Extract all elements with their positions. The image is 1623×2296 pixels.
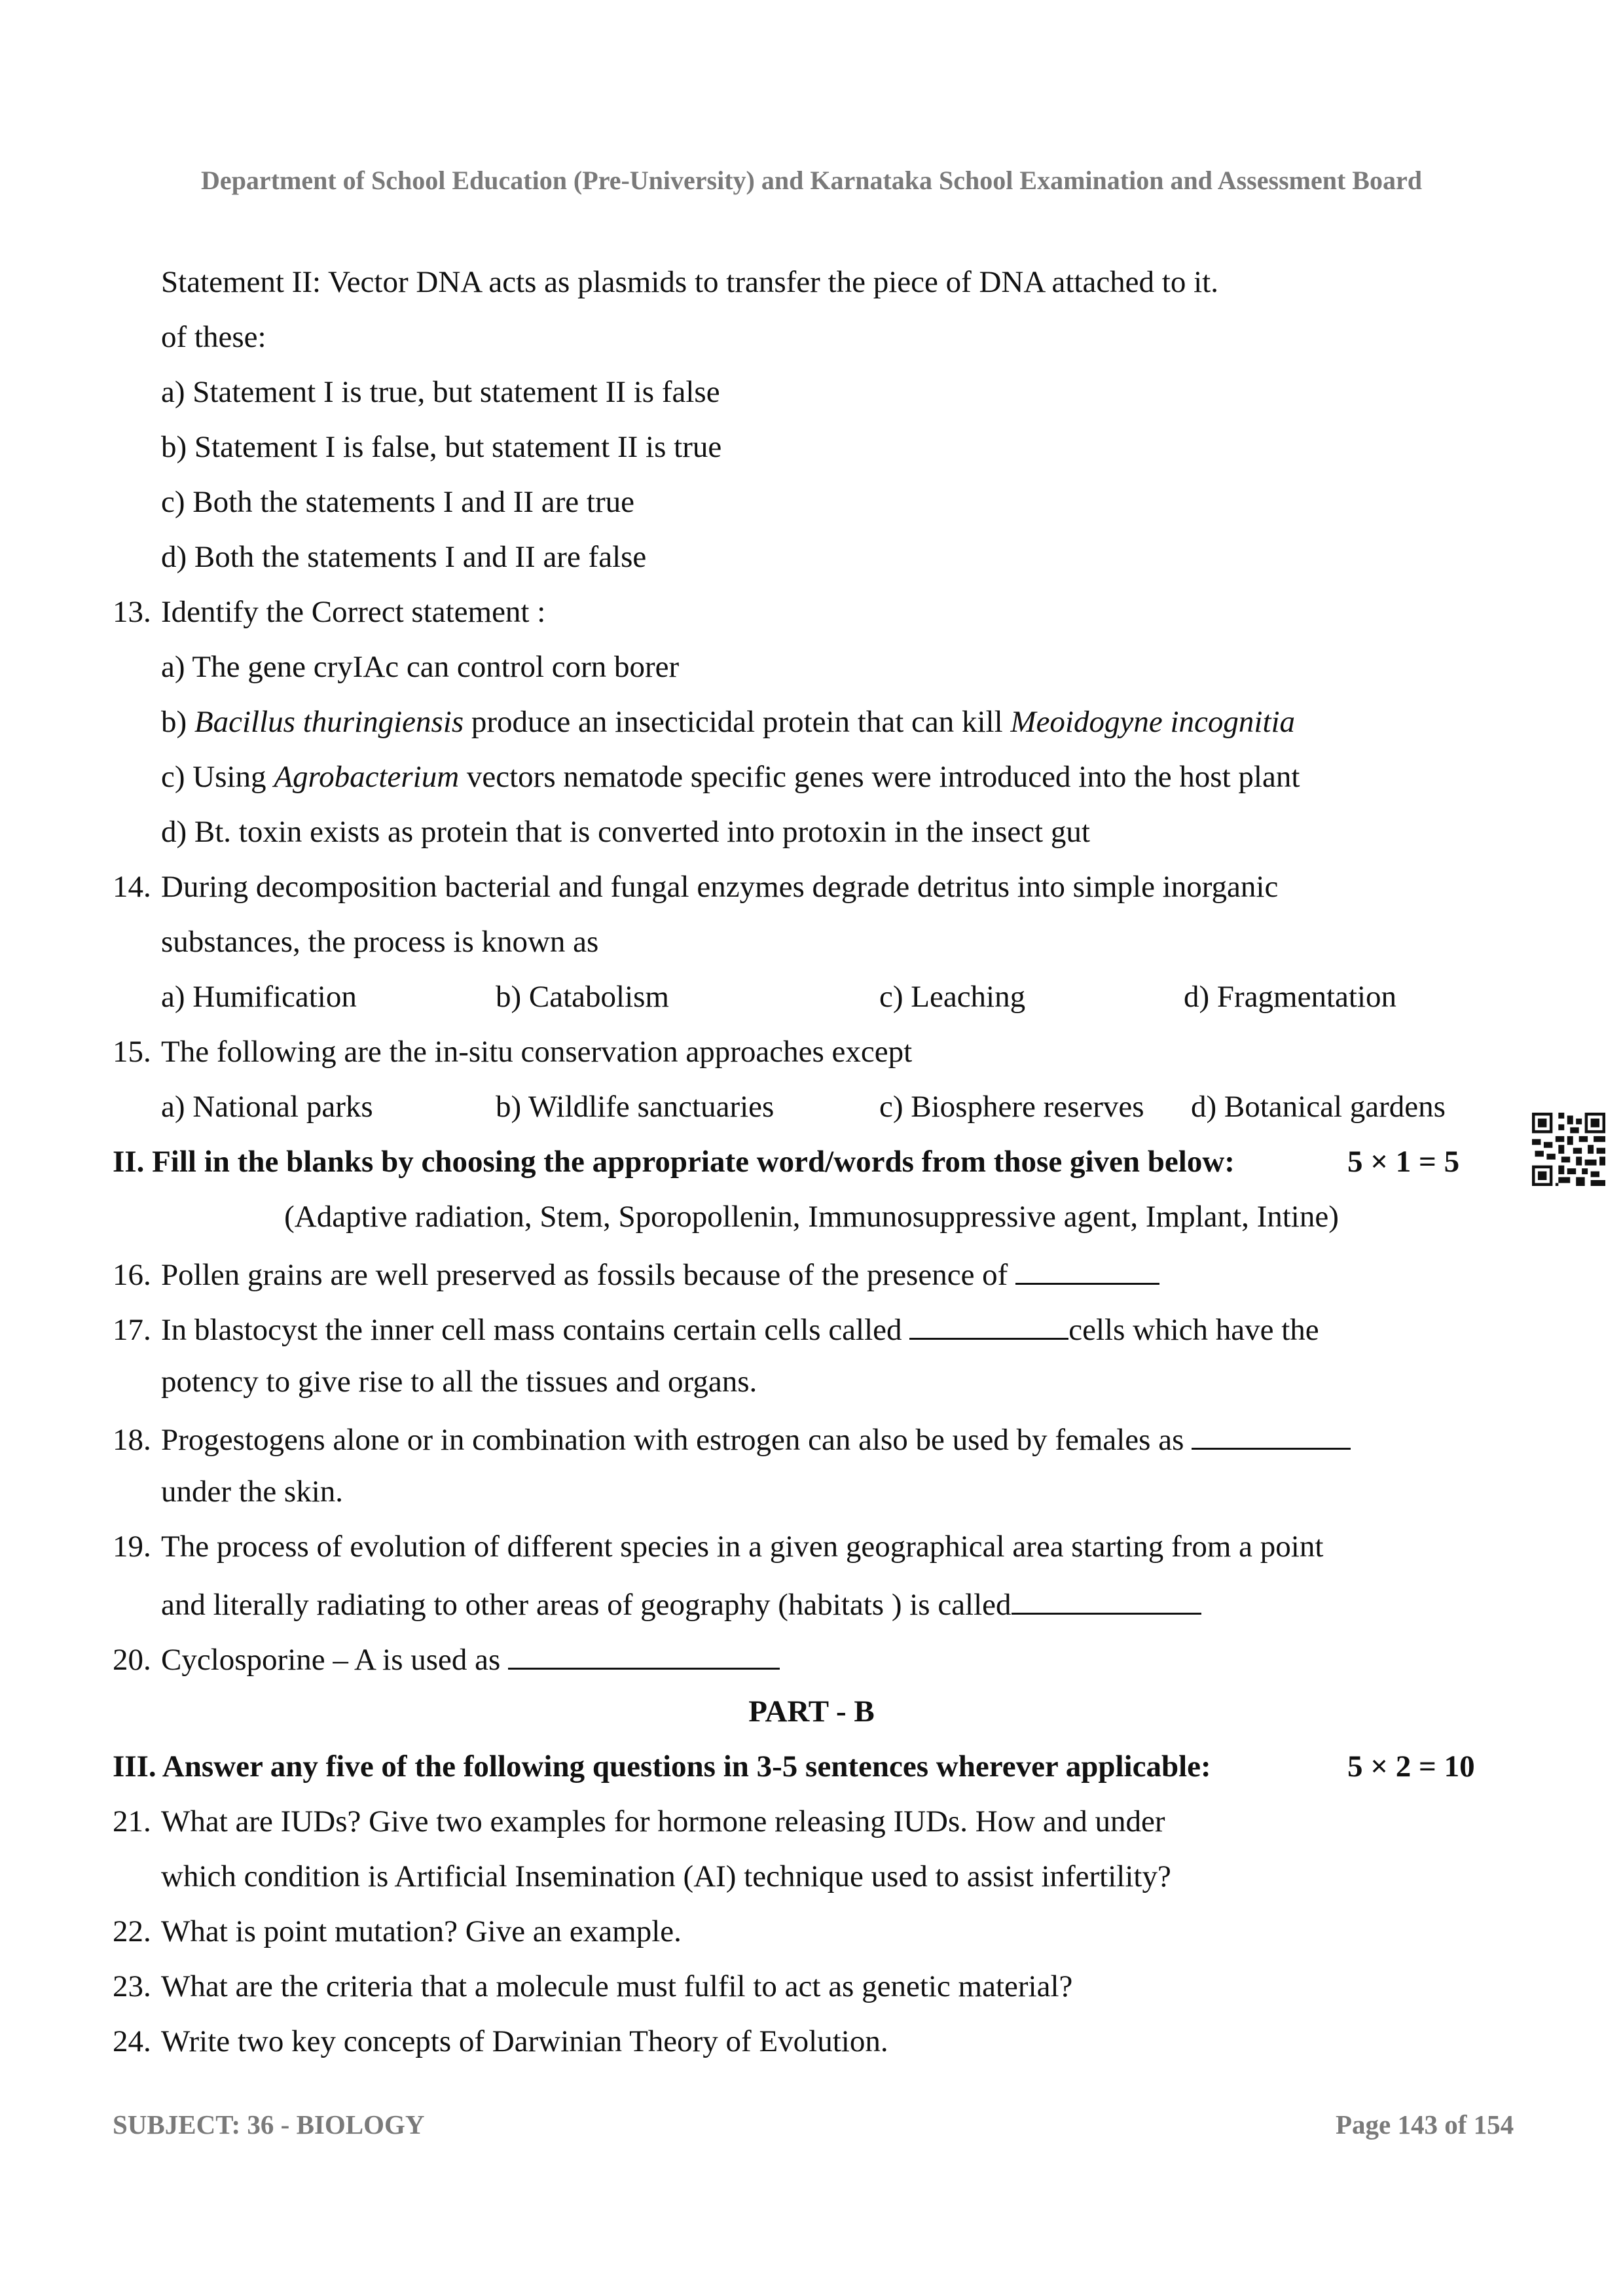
q23 xyxy=(113,1971,1072,2002)
q17-text: In blastocyst the inner cell mass contains certain cells called xyxy=(161,1313,910,1347)
q24-number: 24. xyxy=(113,2024,151,2058)
q13-option-d: d) Bt. toxin exists as protein that is converted into protoxin in the insect gut xyxy=(161,815,1090,849)
q13-b-text: produce an insecticidal protein that can kill xyxy=(464,705,1011,739)
q23-number: 23. xyxy=(113,1969,151,2003)
q13-b-species: Bacillus thuringiensis xyxy=(194,705,464,739)
section-2-heading: II. Fill in the blanks by choosing the appropriate word/words from those given below: xyxy=(113,1145,1235,1179)
q17-number: 17. xyxy=(113,1313,151,1347)
q16-text: Pollen grains are well preserved as fossils because of the presence of xyxy=(161,1258,1016,1292)
q15-option-b: b) Wildlife sanctuaries xyxy=(496,1090,775,1124)
q23-text: What are the criteria that a molecule must fulfil to act as genetic material? xyxy=(161,1969,1073,2003)
q18-blank xyxy=(1192,1422,1351,1450)
part-b-heading: PART - B xyxy=(748,1695,875,1729)
q21 xyxy=(113,1806,1165,1837)
q19 xyxy=(113,1532,1323,1562)
q13-b-nematode: Meoidogyne incognitia xyxy=(1010,705,1296,739)
q22-number: 22. xyxy=(113,1914,151,1948)
q13-c-prefix: c) Using xyxy=(161,760,274,794)
q19-text: The process of evolution of different species in a given geographical area starting from a point xyxy=(161,1530,1324,1564)
qr-code-icon xyxy=(1532,1113,1605,1186)
section-3-heading: III. Answer any five of the following questions in 3-5 sentences wherever applicable: xyxy=(113,1749,1211,1784)
q19-line2 xyxy=(161,1587,1201,1621)
page-header: Department of School Education (Pre-University) and Karnataka School Examination and Assessment Board xyxy=(201,166,1422,195)
q13-c-text: vectors nematode specific genes were introduced into the host plant xyxy=(459,760,1300,794)
q19-text-line2: and literally radiating to other areas of geography (habitats ) is called xyxy=(161,1588,1012,1622)
q14-text-line2: substances, the process is known as xyxy=(161,925,599,959)
q16-blank xyxy=(1015,1257,1159,1285)
q19-blank xyxy=(1012,1587,1201,1615)
q17-text-after: cells which have the xyxy=(1068,1313,1319,1347)
q13-option-a: a) The gene cryIAc can control corn borer xyxy=(161,650,680,684)
q16-number: 16. xyxy=(113,1258,151,1292)
q18-text: Progestogens alone or in combination with estrogen can also be used by females as xyxy=(161,1423,1192,1457)
footer-page-number: Page 143 of 154 xyxy=(1336,2109,1514,2140)
q21-number: 21. xyxy=(113,1804,151,1839)
q13-option-c xyxy=(161,762,1300,793)
q15-text: The following are the in-situ conservation approaches except xyxy=(161,1035,913,1069)
q15-stem xyxy=(113,1037,912,1067)
q12-option-a: a) Statement I is true, but statement II is false xyxy=(161,375,720,409)
q15-option-a: a) National parks xyxy=(161,1090,373,1124)
footer-subject: SUBJECT: 36 - BIOLOGY xyxy=(113,2109,425,2140)
q14-text: During decomposition bacterial and fungal enzymes degrade detritus into simple inorganic xyxy=(161,870,1279,904)
q20-number: 20. xyxy=(113,1643,151,1677)
q17-text-line2: potency to give rise to all the tissues and organs. xyxy=(161,1365,757,1399)
q20-text: Cyclosporine – A is used as xyxy=(161,1643,509,1677)
q15-option-c: c) Biosphere reserves xyxy=(879,1090,1144,1124)
q12-statement2: Statement II: Vector DNA acts as plasmids to transfer the piece of DNA attached to it. xyxy=(161,265,1218,299)
q18-text-line2: under the skin. xyxy=(161,1475,344,1509)
q14-option-b: b) Catabolism xyxy=(496,980,669,1014)
q16 xyxy=(113,1257,1159,1291)
q24 xyxy=(113,2026,888,2057)
q14-option-a: a) Humification xyxy=(161,980,357,1014)
q22 xyxy=(113,1916,682,1947)
q13-number: 13. xyxy=(113,595,151,629)
q20 xyxy=(113,1641,780,1676)
q12-option-b: b) Statement I is false, but statement II is true xyxy=(161,430,722,464)
q17 xyxy=(113,1312,1319,1346)
q12-option-d: d) Both the statements I and II are false xyxy=(161,540,647,574)
q13-b-prefix: b) xyxy=(161,705,194,739)
q13-stem xyxy=(113,597,545,628)
q14-option-d: d) Fragmentation xyxy=(1184,980,1397,1014)
q18 xyxy=(113,1422,1351,1456)
q18-number: 18. xyxy=(113,1423,151,1457)
q20-blank xyxy=(508,1641,780,1670)
q15-option-d: d) Botanical gardens xyxy=(1191,1090,1446,1124)
q12-prompt: of these: xyxy=(161,320,266,354)
q24-text: Write two key concepts of Darwinian Theory of Evolution. xyxy=(161,2024,888,2058)
q13-c-genus: Agrobacterium xyxy=(274,760,460,794)
q13-option-b xyxy=(161,707,1295,738)
q14-number: 14. xyxy=(113,870,151,904)
q21-text-line2: which condition is Artificial Insemination (AI) technique used to assist infertility? xyxy=(161,1859,1171,1893)
section-2-word-options: (Adaptive radiation, Stem, Sporopollenin, Immunosuppressive agent, Implant, Intine) xyxy=(284,1200,1339,1234)
section-3-marks: 5 × 2 = 10 xyxy=(1347,1749,1475,1784)
q14-option-c: c) Leaching xyxy=(879,980,1026,1014)
q19-number: 19. xyxy=(113,1530,151,1564)
q12-option-c: c) Both the statements I and II are true xyxy=(161,485,634,519)
q21-text: What are IUDs? Give two examples for hormone releasing IUDs. How and under xyxy=(161,1804,1165,1839)
q14-stem xyxy=(113,872,1278,903)
section-2-marks: 5 × 1 = 5 xyxy=(1347,1145,1460,1179)
q13-text: Identify the Correct statement : xyxy=(161,595,546,629)
q22-text: What is point mutation? Give an example. xyxy=(161,1914,682,1948)
q15-number: 15. xyxy=(113,1035,151,1069)
q17-blank xyxy=(909,1312,1068,1340)
